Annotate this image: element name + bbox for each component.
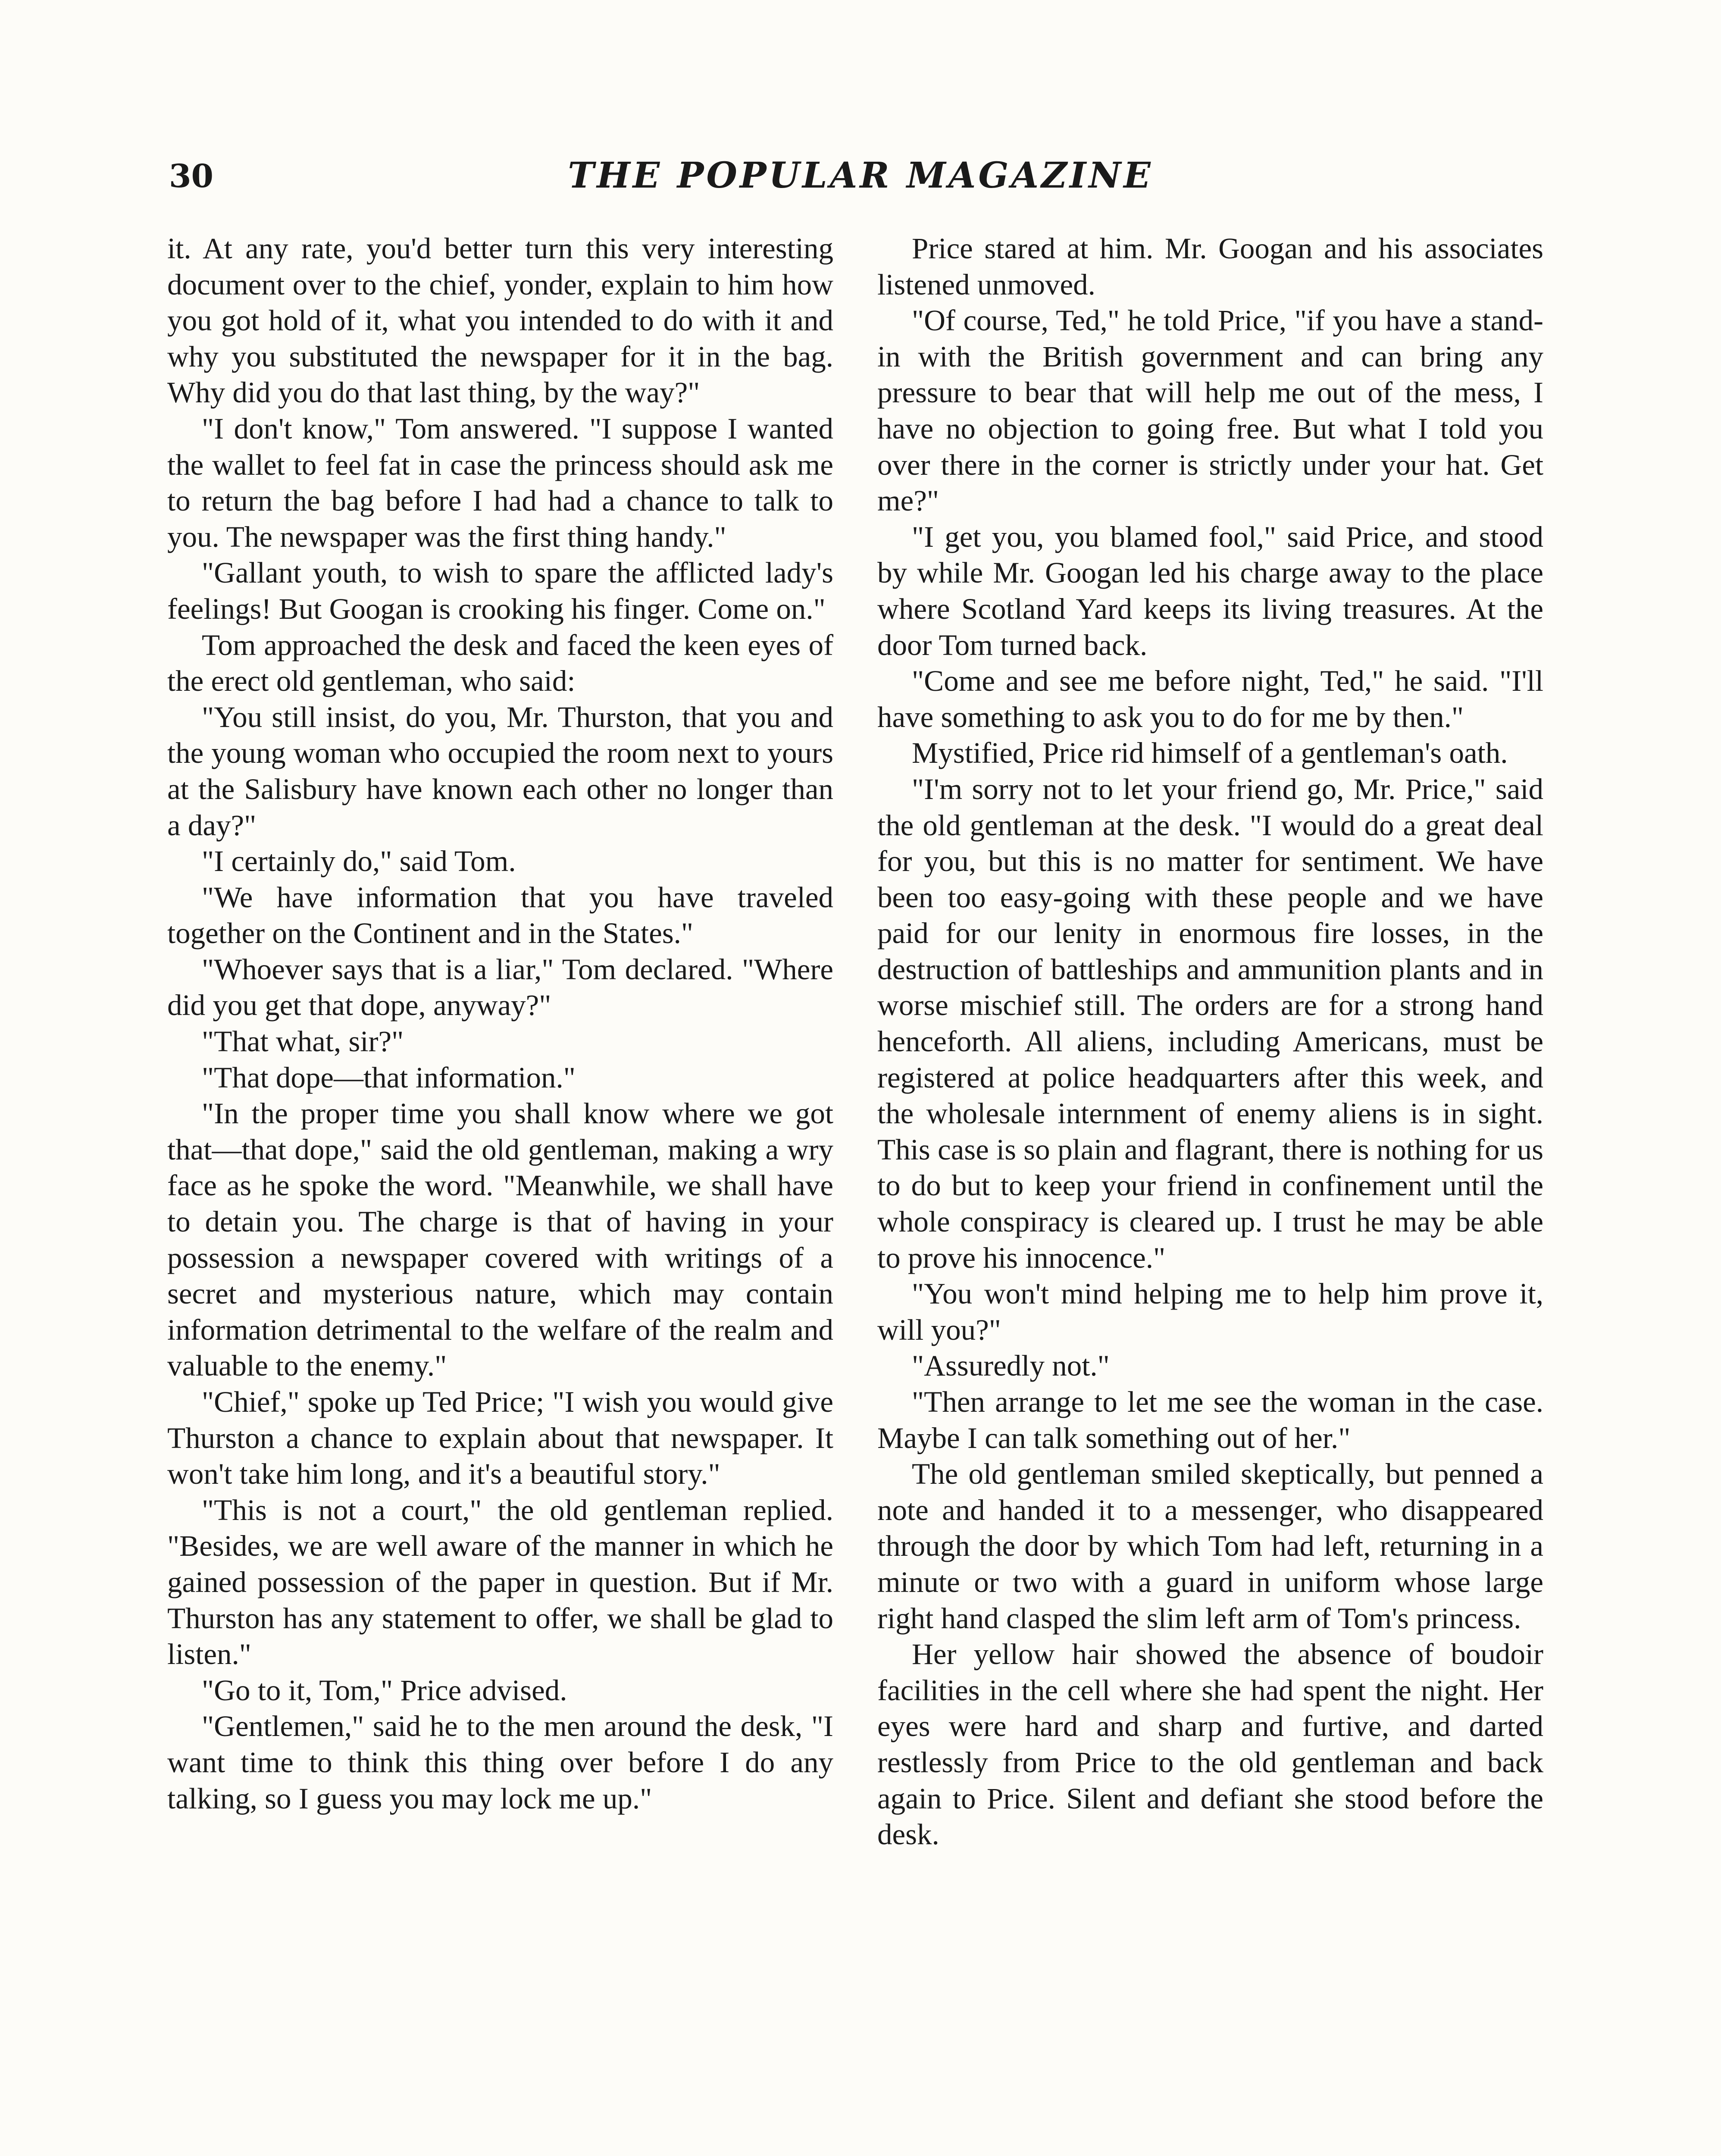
page-number: 30 [169, 158, 213, 195]
paragraph: "I'm sorry not to let your friend go, Mr. Price," said the old gentleman at the desk. "I would do a great deal for you, but this is no matter for sentiment. We have been too easy-going with these people and we have paid for our lenity in enormous fire losses, in the destruction of battleships and ammunition plants and in worse mischief still. The orders are for a strong hand henceforth. All aliens, including Americans, must be registered at police headquarters after this week, and the wholesale internment of enemy aliens is in sight. This case is so plain and flagrant, there is nothing for us to do but to keep your friend in confinement until the whole conspiracy is cleared up. I trust he may be able to prove his innocence." [877, 772, 1543, 1274]
paragraph: "Of course, Ted," he told Price, "if you have a stand-in with the British government and can bring any pressure to bear that will help me out of the mess, I have no objection to going free. But what I told you over there in the corner is strictly under your hat. Get me?" [877, 304, 1543, 517]
running-head: THE POPULAR MAGAZINE [568, 155, 1153, 196]
paragraph: The old gentleman smiled skeptically, but penned a note and handed it to a messenger, who disappeared through the door by which Tom had left, returning in a minute or two with a guard in uniform whose large right hand clasped the slim left arm of Tom's princess. [877, 1457, 1543, 1635]
paragraph: "That dope—that information." [202, 1061, 576, 1094]
paragraph: "I certainly do," said Tom. [202, 845, 516, 878]
paragraph: "Then arrange to let me see the woman in the case. Maybe I can talk something out of her." [877, 1385, 1543, 1454]
paragraph: "Gallant youth, to wish to spare the afflicted lady's feelings! But Googan is crooking his finger. Come on." [167, 556, 833, 625]
paragraph: "Chief," spoke up Ted Price; "I wish you would give Thurston a chance to explain about that newspaper. It won't take him long, and it's a beautiful story." [167, 1385, 833, 1491]
paragraph: "I don't know," Tom answered. "I suppose I wanted the wallet to feel fat in case the princess should ask me to return the bag before I had had a chance to talk to you. The newspaper was the first thing handy." [167, 412, 833, 553]
paragraph: Mystified, Price rid himself of a gentleman's oath. [912, 736, 1508, 770]
paragraph: "I get you, you blamed fool," said Price, and stood by while Mr. Googan led his charge away to the place where Scotland Yard keeps its living treasures. At the door Tom turned back. [877, 520, 1543, 661]
paragraph: "Go to it, Tom," Price advised. [202, 1673, 567, 1707]
left-column [167, 231, 833, 1817]
paragraph: "Assuredly not." [912, 1349, 1110, 1382]
paragraph: "Gentlemen," said he to the men around the desk, "I want time to think this thing over before I do any talking, so I guess you may lock me up." [167, 1710, 833, 1815]
paragraph: "Come and see me before night, Ted," he said. "I'll have something to ask you to do for me by then." [877, 664, 1543, 733]
paragraph: "In the proper time you shall know where we got that—that dope," said the old gentleman, making a wry face as he spoke the word. "Meanwhile, we shall have to detain you. The charge is that of having in your possession a newspaper covered with writings of a secret and mysterious nature, which may contain information detrimental to the welfare of the realm and valuable to the enemy." [167, 1097, 833, 1382]
right-column [877, 231, 1543, 1853]
paragraph: Her yellow hair showed the absence of boudoir facilities in the cell where she had spent the night. Her eyes were hard and sharp and furtive, and darted restlessly from Price to the old gentleman and back again to Price. Silent and defiant she stood before the desk. [877, 1638, 1543, 1851]
paragraph: Price stared at him. Mr. Googan and his associates listened unmoved. [877, 232, 1543, 301]
paragraph: "That what, sir?" [202, 1025, 404, 1058]
paragraph: it. At any rate, you'd better turn this very interesting document over to the chief, yonder, explain to him how you got hold of it, what you intended to do with it and why you substituted the newspaper for it in the bag. Why did you do that last thing, by the way?" [167, 232, 833, 409]
paragraph: Tom approached the desk and faced the keen eyes of the erect old gentleman, who said: [167, 628, 833, 698]
paragraph: "Whoever says that is a liar," Tom declared. "Where did you get that dope, anyway?" [167, 953, 833, 1022]
paragraph: "We have information that you have traveled together on the Continent and in the States." [167, 881, 833, 950]
paragraph: "This is not a court," the old gentleman replied. "Besides, we are well aware of the manner in which he gained possession of the paper in question. But if Mr. Thurston has any statement to offer, we shall be glad to listen." [167, 1493, 833, 1671]
paragraph: "You won't mind helping me to help him prove it, will you?" [877, 1277, 1543, 1346]
paragraph: "You still insist, do you, Mr. Thurston, that you and the young woman who occupied the room next to yours at the Salisbury have known each other no longer than a day?" [167, 700, 833, 842]
